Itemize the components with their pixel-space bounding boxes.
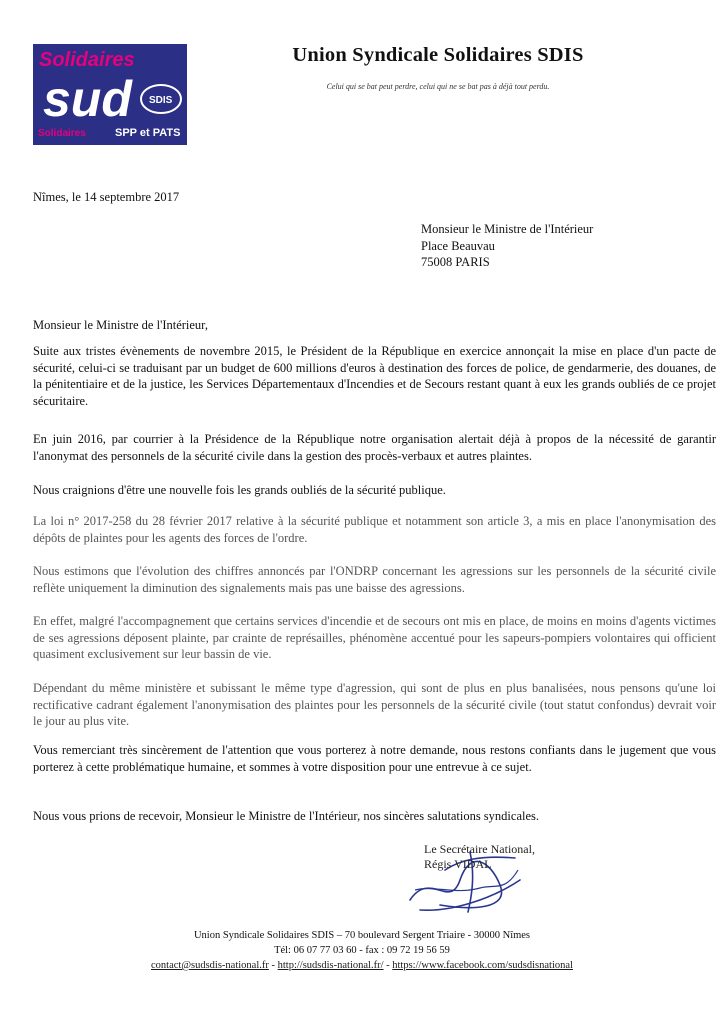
- logo-sdis-badge: SDIS: [149, 95, 173, 106]
- paragraph-2: En juin 2016, par courrier à la Présidence de la République notre organisation alertait déjà à propos de la nécessité de garantir l'anonymat des personnels de la sécurité civile dans la gestion des procès-verbaux et autres plaintes.: [33, 432, 716, 463]
- paragraph-6: En effet, malgré l'accompagnement que certains services d'incendie et de secours ont mis en place, de moins en moins d'agents victimes de ses agressions déposent plainte, par crainte de représailles, phénomène accentué pour les sapeurs-pompiers volontaires qui officient quasiment exclusivement sur leur bassin de vie.: [33, 614, 716, 662]
- paragraph-3: Nous craignions d'être une nouvelle fois les grands oubliés de la sécurité publique.: [33, 483, 446, 497]
- signature-block: [424, 842, 535, 872]
- recipient-line: Monsieur le Ministre de l'Intérieur: [421, 222, 594, 236]
- recipient-line: Place Beauvau: [421, 238, 495, 253]
- footer-address: Union Syndicale Solidaires SDIS – 70 boulevard Sergent Triaire - 30000 Nîmes: [193, 930, 531, 941]
- organization-title: Union Syndicale Solidaires SDIS: [292, 44, 584, 66]
- logo-spp-pats: SPP et PATS: [115, 127, 181, 139]
- paragraph-5: Nous estimons que l'évolution des chiffres annoncés par l'ONDRP concernant les agressions sur les personnels de la sécurité civile reflète uniquement la diminution des signalements mais pas une baisse des agressions.: [33, 564, 716, 595]
- footer-phone: Tél: 06 07 77 03 60 - fax : 09 72 19 56 59: [274, 945, 450, 956]
- salutation: Monsieur le Ministre de l'Intérieur,: [33, 318, 208, 332]
- logo-solidaires-bottom: Solidaires: [38, 128, 86, 139]
- paragraph-1: Suite aux tristes évènements de novembre 2015, le Président de la République en exercice annonçait la mise en place d'un pacte de sécurité, celui-ci se traduisant par un budget de 600 millions d'euros à destination des forces de police, de gendarmerie, des douanes, de la pénitentiaire et de la justice, les Services Départementaux d'Incendies et de Secours restant quant à eux les grands oubliés de ce projet sécuritaire.: [33, 344, 716, 408]
- logo-sud-word: sud: [43, 71, 132, 127]
- footer-separator: -: [383, 960, 393, 971]
- website-link[interactable]: http://sudsdis-national.fr/: [277, 960, 384, 971]
- organization-motto: Celui qui se bat peut perdre, celui qui ne se bat pas à déjà tout perdu.: [326, 82, 550, 91]
- signatory-name: Régis VIDAL: [424, 857, 492, 871]
- facebook-link[interactable]: https://www.facebook.com/sudsdisnational: [392, 960, 573, 971]
- paragraph-8: Vous remerciant très sincèrement de l'attention que vous porterez à notre demande, nous restons confiants dans le jugement que vous porterez à cette problématique humaine, et sommes à votre disposition pour une entrevue à ce sujet.: [33, 743, 716, 774]
- email-link[interactable]: contact@sudsdis-national.fr: [151, 960, 269, 971]
- letter-date: Nîmes, le 14 septembre 2017: [33, 190, 180, 204]
- footer-separator: -: [268, 960, 278, 971]
- paragraph-4: La loi n° 2017-258 du 28 février 2017 relative à la sécurité publique et notamment son article 3, a mis en place l'anonymisation des dépôts de plaintes pour les agents des forces de l'ordre.: [33, 514, 716, 545]
- signatory-role: Le Secrétaire National,: [424, 842, 535, 856]
- sud-solidaires-logo: [33, 44, 187, 145]
- sud-logo-graphic: [33, 44, 187, 145]
- logo-solidaires-top: Solidaires: [39, 49, 135, 71]
- footer-links: [0, 958, 724, 973]
- footer: [0, 928, 724, 973]
- paragraph-9: Nous vous prions de recevoir, Monsieur le Ministre de l'Intérieur, nos sincères salutations syndicales.: [33, 809, 539, 823]
- paragraph-7: Dépendant du même ministère et subissant le même type d'agression, qui sont de plus en plus banalisées, nous pensons qu'une loi rectificative cadrant également l'anonymisation des plaintes pour les personnels de la sécurité civile (tout statut confondus) devrait voir le jour au plus vite.: [33, 681, 716, 729]
- recipient-line: 75008 PARIS: [421, 255, 490, 269]
- recipient-address: [421, 221, 593, 271]
